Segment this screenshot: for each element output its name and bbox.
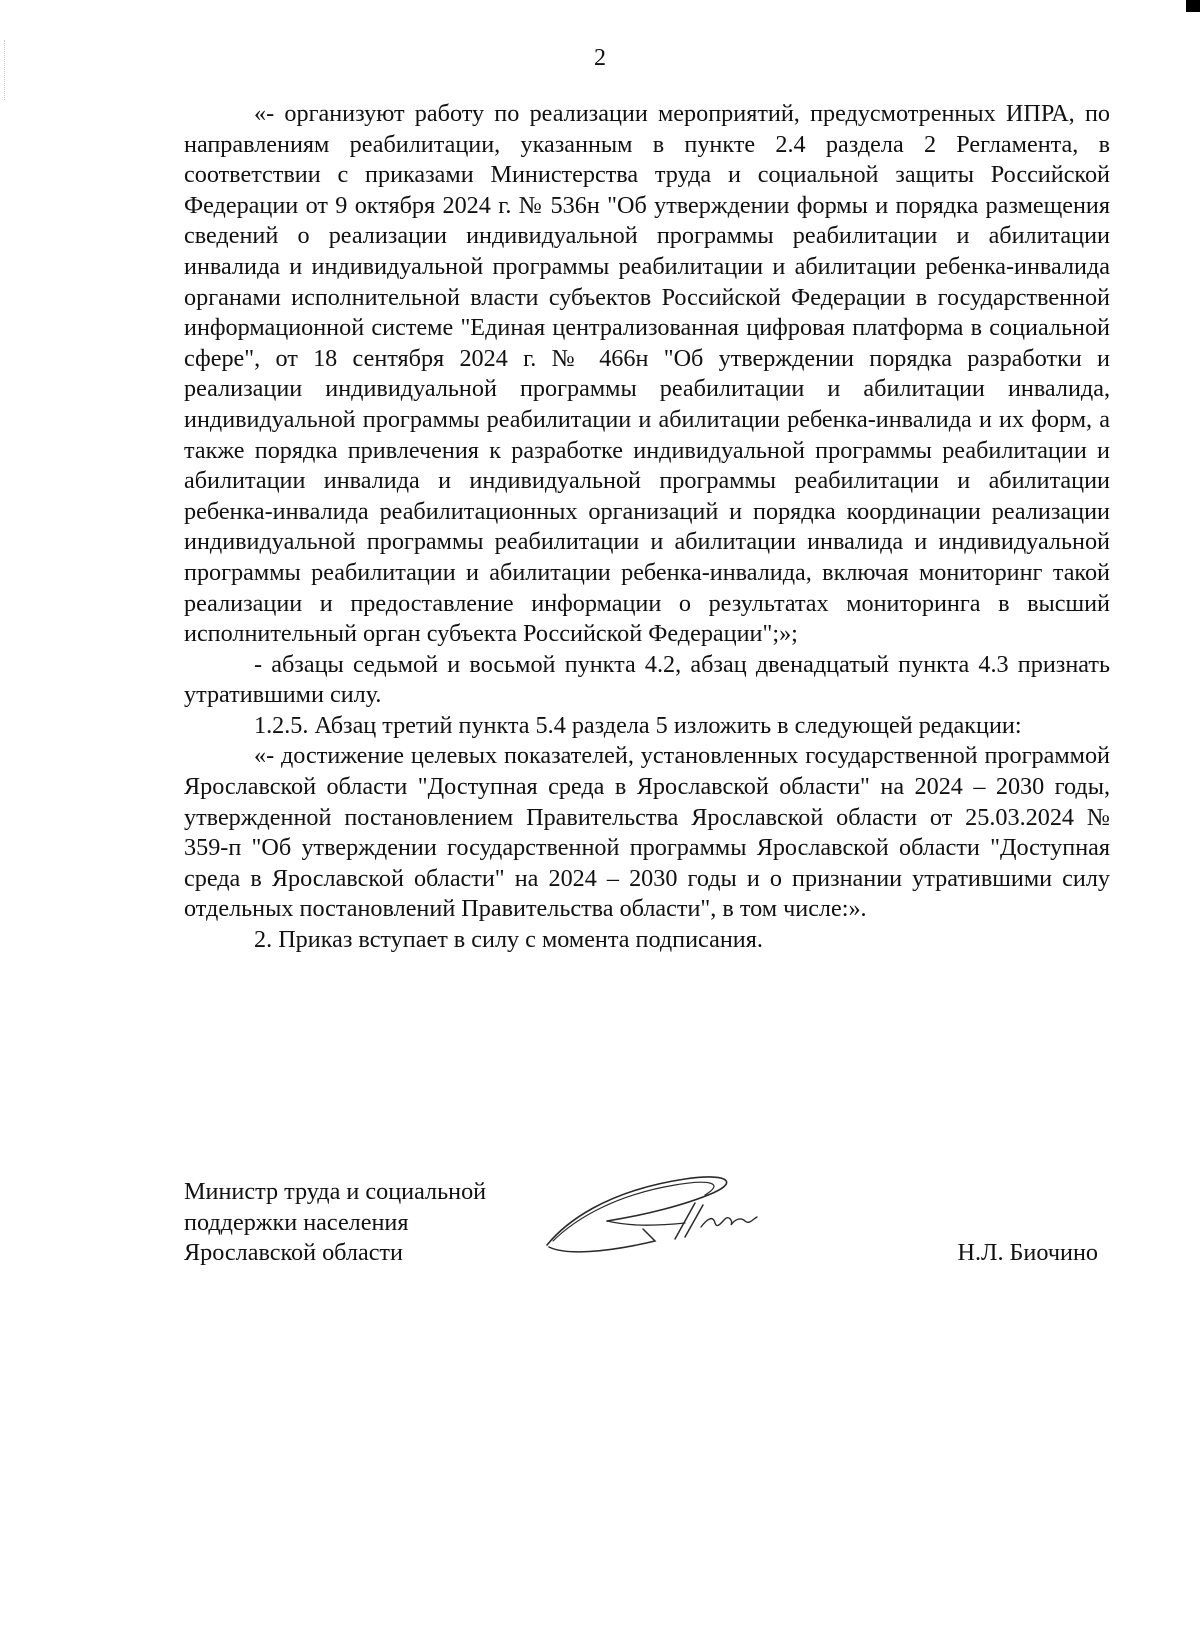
paragraph-effective-date: 2. Приказ вступает в силу с момента подписания. (254, 926, 763, 954)
signer-position-line: Ярославской области (184, 1239, 403, 1267)
page-number: 2 (594, 45, 606, 71)
signer-name: Н.Л. Биочино (957, 1239, 1098, 1266)
document-body (184, 99, 1110, 956)
paragraph-repeal-clauses: - абзацы седьмой и восьмой пункта 4.2, абзац двенадцатый пункта 4.3 признать утратившими силу. (184, 650, 1110, 709)
paragraph-section-5-4: 1.2.5. Абзац третий пункта 5.4 раздела 5 изложить в следующей редакции: (254, 711, 1022, 739)
paragraph-target-indicators: «- достижение целевых показателей, установленных государственной программой Ярославской области "Доступная среда в Ярославской области" на 2024 – 2030 годы, утвержденной постановлением Правительства Ярославской области от 25.03.2024 № 359-п "Об утверждении государственной программы Ярославской области "Доступная среда в Ярославской области" на 2024 – 2030 годы и о признании утратившими силу отдельных постановлений Правительства области", в том числе:». (184, 742, 1110, 923)
scan-corner-mark (1186, 0, 1200, 12)
signer-position (184, 1177, 486, 1269)
paragraph-iprA-work: «- организуют работу по реализации мероприятий, предусмотренных ИПРА, по направлениям реабилитации, указанным в пункте 2.4 раздела 2 Регламента, в соответствии с приказами Министерства труда и социальной защиты Российской Федерации от 9 октября 2024 г. № 536н "Об утверждении формы и порядка размещения сведений о реализации индивидуальной программы реабилитации и абилитации инвалида и индивидуальной программы реабилитации и абилитации ребенка-инвалида органами исполнительной власти субъектов Российской Федерации в государственной информационной системе "Единая централизованная цифровая платформа в социальной сфере", от 18 сентября 2024 г. № 466н "Об утверждении порядка разработки и реализации индивидуальной программы реабилитации и абилитации инвалида, индивидуальной программы реабилитации и абилитации ребенка-инвалида и их форм, а также порядка привлечения к разработке индивидуальной программы реабилитации и абилитации инвалида и индивидуальной программы реабилитации и абилитации ребенка-инвалида реабилитационных организаций и порядка координации реализации индивидуальной программы реабилитации и абилитации инвалида и индивидуальной программы реабилитации и абилитации ребенка-инвалида, включая мониторинг такой реализации и предоставление информации о результатах мониторинга в высший исполнительный орган субъекта Российской Федерации";»; (184, 100, 1110, 648)
handwritten-signature (535, 1163, 795, 1273)
signer-position-line: Министр труда и социальной (184, 1178, 487, 1205)
signer-position-line: поддержки населения (184, 1208, 409, 1236)
